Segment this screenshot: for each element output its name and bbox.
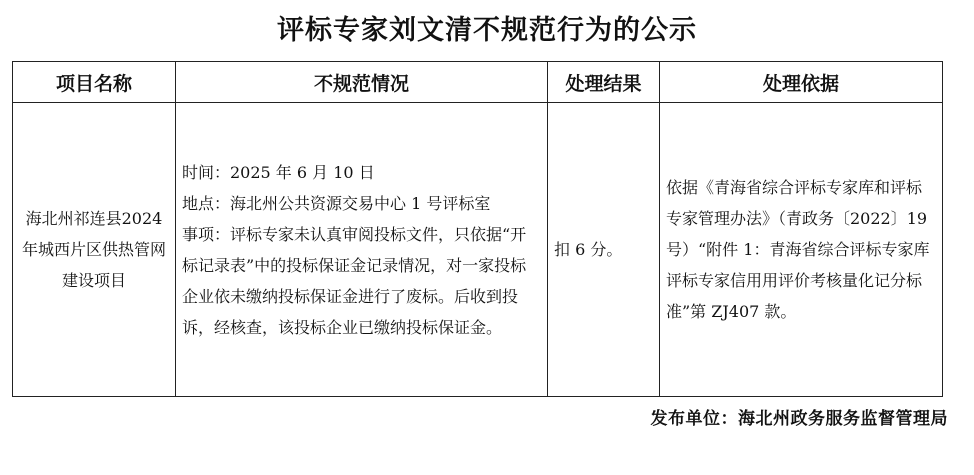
situation-place: 地点：海北州公共资源交易中心 1 号评标室	[182, 193, 491, 213]
header-basis: 处理依据	[660, 62, 943, 103]
header-project-name: 项目名称	[13, 62, 176, 103]
situation-time: 时间：2025 年 6 月 10 日	[182, 162, 375, 182]
page-title: 评标专家刘文清不规范行为的公示	[277, 15, 697, 46]
result-cell: 扣 6 分。	[548, 103, 660, 397]
basis-text: 依据《青海省综合评标专家库和评标专家管理办法》（青政务〔2022〕19 号）“附件 1：青海省综合评标专家库评标专家信用用评价考核量化记分标准”第 ZJ407 款。	[666, 178, 930, 321]
notice-table	[12, 61, 943, 397]
publisher: 发布单位：海北州政务服务监督管理局	[650, 409, 948, 429]
situation-matter: 事项：评标专家未认真审阅投标文件，只依据“开标记录表”中的投标保证金记录情况，对一家投标企业依未缴纳投标保证金进行了废标。后收到投诉，经核查，该投标企业已缴纳投标保证金。	[182, 224, 527, 337]
header-situation: 不规范情况	[176, 62, 548, 103]
header-result: 处理结果	[548, 62, 660, 103]
basis-cell	[660, 103, 943, 397]
table-row	[13, 103, 943, 397]
project-name-cell: 海北州祁连县2024年城西片区供热管网建设项目	[13, 103, 176, 397]
situation-cell	[176, 103, 548, 397]
table-header-row	[13, 62, 943, 103]
